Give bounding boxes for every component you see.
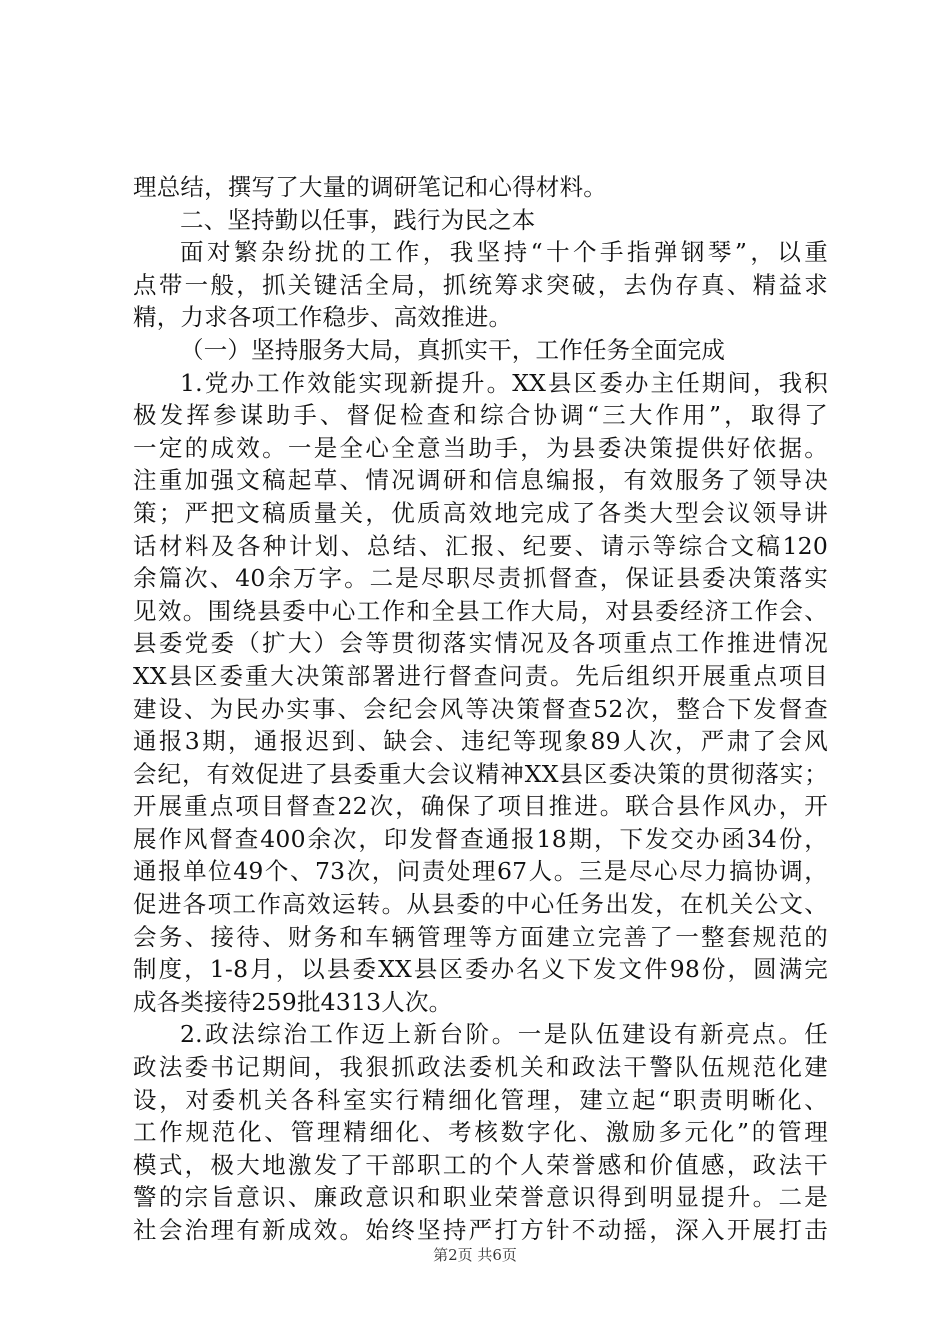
page-footer: 第2页 共6页 xyxy=(433,1246,517,1264)
text-line: 注重加强文稿起草、情况调研和信息编报，有效服务了领导决 xyxy=(133,466,828,495)
text-line: 会务、接待、财务和车辆管理等方面建立完善了一整套规范的 xyxy=(133,922,828,951)
text-line: 工作规范化、管理精细化、考核数字化、激励多元化”的管理 xyxy=(133,1118,828,1147)
text-line: 展作风督查400余次，印发督查通报18期，下发交办函34份， xyxy=(133,824,828,853)
text-line: 2.政法综治工作迈上新台阶。一是队伍建设有新亮点。任 xyxy=(180,1020,828,1049)
text-line: 开展重点项目督查22次，确保了项目推进。联合县作风办，开 xyxy=(133,792,828,821)
text-line: 社会治理有新成效。始终坚持严打方针不动摇，深入开展打击 xyxy=(133,1216,828,1244)
text-line: 理总结，撰写了大量的调研笔记和心得材料。 xyxy=(133,173,607,201)
text-line: 促进各项工作高效运转。从县委的中心任务出发，在机关公文、 xyxy=(133,890,828,919)
text-line: 余篇次、40余万字。二是尽职尽责抓督查，保证县委决策落实 xyxy=(133,564,828,593)
text-line: 1.党办工作效能实现新提升。XX县区委办主任期间，我积 xyxy=(180,368,828,397)
text-line: （一）坚持服务大局，真抓实干，工作任务全面完成 xyxy=(180,335,726,364)
text-line: 设，对委机关各科室实行精细化管理，建立起“职责明晰化、 xyxy=(133,1085,828,1114)
text-line: 建设、为民办实事、会纪会风等决策督查52次，整合下发督查 xyxy=(133,694,828,723)
text-line: 二、坚持勤以任事，践行为民之本 xyxy=(180,205,536,234)
text-line: XX县区委重大决策部署进行督查问责。先后组织开展重点项目 xyxy=(133,661,828,690)
text-line: 面对繁杂纷扰的工作，我坚持“十个手指弹钢琴”，以重 xyxy=(180,238,828,267)
text-line: 极发挥参谋助手、督促检查和综合协调“三大作用”，取得了 xyxy=(133,401,828,430)
text-line: 通报3期，通报迟到、缺会、违纪等现象89人次，严肃了会风 xyxy=(133,727,828,756)
text-line: 警的宗旨意识、廉政意识和职业荣誉意识得到明显提升。二是 xyxy=(133,1183,828,1212)
text-line: 一定的成效。一是全心全意当助手，为县委决策提供好依据。 xyxy=(133,433,828,462)
text-line: 制度，1-8月，以县委XX县区委办名义下发文件98份，圆满完 xyxy=(133,955,828,984)
text-line: 政法委书记期间，我狠抓政法委机关和政法干警队伍规范化建 xyxy=(133,1053,828,1082)
text-line: 会纪，有效促进了县委重大会议精神XX县区委决策的贯彻落实； xyxy=(133,759,828,788)
text-line: 县委党委（扩大）会等贯彻落实情况及各项重点工作推进情况 xyxy=(133,629,828,658)
text-line: 模式，极大地激发了干部职工的个人荣誉感和价值感，政法干 xyxy=(133,1150,828,1179)
text-line: 通报单位49个、73次，问责处理67人。三是尽心尽力搞协调， xyxy=(133,857,828,886)
text-line: 成各类接待259批4313人次。 xyxy=(133,987,453,1016)
text-line: 策；严把文稿质量关，优质高效地完成了各类大型会议领导讲 xyxy=(133,498,828,527)
text-line: 精，力求各项工作稳步、高效推进。 xyxy=(133,303,513,332)
text-line: 话材料及各种计划、总结、汇报、纪要、请示等综合文稿120 xyxy=(133,531,828,560)
text-line: 点带一般，抓关键活全局，抓统筹求突破，去伪存真、精益求 xyxy=(133,270,828,299)
text-line: 见效。围绕县委中心工作和全县工作大局，对县委经济工作会、 xyxy=(133,596,828,625)
document-body xyxy=(133,171,828,1247)
